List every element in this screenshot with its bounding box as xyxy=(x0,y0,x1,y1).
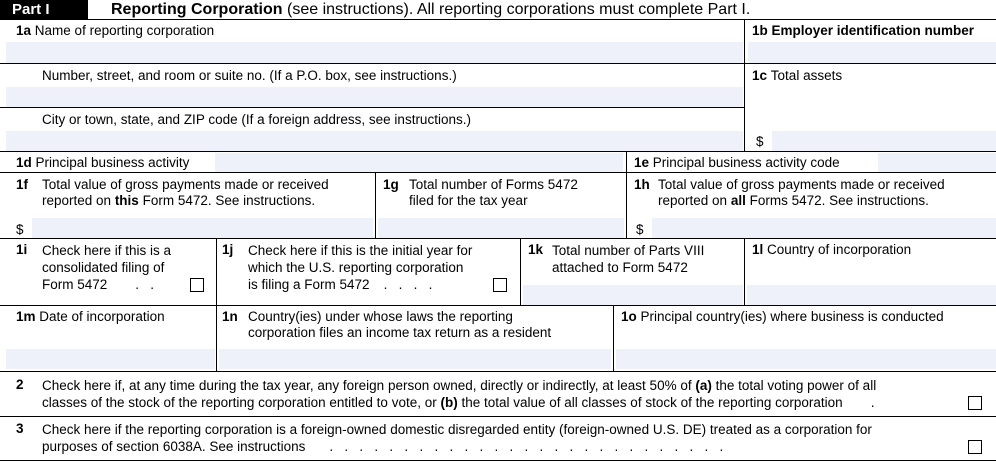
part-label: Part I xyxy=(0,0,88,19)
line-1h-text xyxy=(658,177,945,209)
line-1o-label xyxy=(621,309,944,325)
line-text: Check here if, at any time during the tax year, any foreign person owned, directly or indirectly, at least 50% of (a) the total voting power of all xyxy=(42,378,877,393)
street-label: Number, street, and room or suite no. (If a P.O. box, see instructions.) xyxy=(42,68,457,83)
line-text: reported on this Form 5472. See instructions. xyxy=(42,193,316,208)
line-text: Principal country(ies) where business is conducted xyxy=(640,309,944,324)
line-number: 1a xyxy=(16,23,32,38)
business-activity-field[interactable] xyxy=(215,153,623,172)
gross-payments-this-field[interactable] xyxy=(32,218,373,238)
line-text: Name of reporting corporation xyxy=(34,23,215,38)
line-text: Total assets xyxy=(770,68,843,83)
line-1i-number: 1i xyxy=(16,242,28,257)
line-text: Form 5472 . . xyxy=(42,277,155,292)
line-1e-label xyxy=(634,155,840,171)
gross-payments-all-field[interactable] xyxy=(652,218,996,238)
line-number: 1e xyxy=(634,155,650,170)
line-1k-number: 1k xyxy=(528,242,544,257)
line-number: 1m xyxy=(16,309,36,324)
line-text: Country(ies) under whose laws the reporting xyxy=(248,309,513,324)
line-text: Principal business activity xyxy=(35,155,190,170)
line-number: 1l xyxy=(752,242,764,257)
line-1g-number: 1g xyxy=(383,177,399,192)
gross-payments-all-currency: $ xyxy=(636,222,644,237)
incorporation-date-field[interactable] xyxy=(6,349,215,369)
line-text: Country of incorporation xyxy=(767,242,912,257)
line-text: purposes of section 6038A. See instructions . . . . . . . . . . . . . . . . . . . . . . . . . . . xyxy=(42,439,724,454)
line-2-number: 2 xyxy=(16,377,24,392)
forms-count-field[interactable] xyxy=(378,218,624,238)
line-1a-label xyxy=(16,23,214,39)
line-text: Check here if this is a xyxy=(42,243,172,258)
line-text: Total value of gross payments made or received xyxy=(658,177,945,192)
line-1m-label xyxy=(16,309,165,325)
line-1c-label xyxy=(752,68,842,84)
line-1n-number: 1n xyxy=(222,309,238,324)
business-country-field[interactable] xyxy=(616,349,996,369)
line-text: filed for the tax year xyxy=(409,193,528,208)
line-3-text xyxy=(42,421,872,455)
initial-year-checkbox[interactable] xyxy=(493,278,507,292)
line-number: 1o xyxy=(621,309,637,324)
part-title-bold: Reporting Corporation xyxy=(111,1,283,18)
total-assets-field[interactable] xyxy=(772,131,996,151)
line-text: Total value of gross payments made or received xyxy=(42,177,329,192)
line-3-number: 3 xyxy=(16,421,24,436)
line-2-text xyxy=(42,377,876,411)
parts-viii-count-field[interactable] xyxy=(523,285,743,305)
line-1f-text xyxy=(42,177,329,209)
line-text: Employer identification number xyxy=(771,23,975,38)
resident-country-field[interactable] xyxy=(219,349,611,369)
foreign-owned-50pct-checkbox[interactable] xyxy=(968,396,982,410)
street-field[interactable] xyxy=(6,87,743,107)
line-1d-label xyxy=(16,155,189,171)
line-text: reported on all Forms 5472. See instructions. xyxy=(658,193,929,208)
line-1h-number: 1h xyxy=(634,177,650,192)
line-1g-text xyxy=(409,177,578,209)
line-text: Principal business activity code xyxy=(652,155,840,170)
foreign-owned-de-checkbox[interactable] xyxy=(968,440,982,454)
line-1f-number: 1f xyxy=(16,177,29,192)
part-subtitle: (see instructions). All reporting corporations must complete Part I. xyxy=(282,1,751,18)
line-1l-label xyxy=(752,242,911,258)
line-text: classes of the stock of the reporting corporation entitled to vote, or (b) the total value of all classes of stock of the reporting corporation . xyxy=(42,395,875,410)
line-text: attached to Form 5472 xyxy=(552,260,688,275)
line-1i-text xyxy=(42,242,171,293)
gross-payments-currency: $ xyxy=(16,222,24,237)
line-number: 1b xyxy=(752,23,768,38)
ein-field[interactable] xyxy=(748,42,996,63)
line-text: consolidated filing of xyxy=(42,260,165,275)
line-text: Date of incorporation xyxy=(39,309,165,324)
part-title xyxy=(111,1,750,19)
country-incorporation-field[interactable] xyxy=(747,285,996,305)
line-text: Check here if the reporting corporation is a foreign-owned domestic disregarded entity (foreign-owned U.S. DE) treated as a corporation for xyxy=(42,422,872,437)
city-label: City or town, state, and ZIP code (If a foreign address, see instructions.) xyxy=(42,112,471,127)
line-number: 1d xyxy=(16,155,32,170)
line-text: is filing a Form 5472 . . . . xyxy=(248,277,433,292)
line-1n-text xyxy=(248,309,551,341)
line-1j-text xyxy=(248,242,472,293)
city-field[interactable] xyxy=(6,131,743,151)
consolidated-filing-checkbox[interactable] xyxy=(190,278,204,292)
line-1j-number: 1j xyxy=(222,242,234,257)
line-text: corporation files an income tax return as a resident xyxy=(248,325,552,340)
line-text: Check here if this is the initial year for xyxy=(248,243,473,258)
line-text: which the U.S. reporting corporation xyxy=(248,260,464,275)
total-assets-currency: $ xyxy=(756,134,764,149)
line-text: Total number of Forms 5472 xyxy=(409,177,578,192)
line-1b-label xyxy=(752,23,974,39)
line-1k-text xyxy=(552,242,704,276)
corporation-name-field[interactable] xyxy=(6,42,743,63)
line-number: 1c xyxy=(752,68,768,83)
line-text: Total number of Parts VIII xyxy=(552,243,705,258)
activity-code-field[interactable] xyxy=(878,153,996,172)
